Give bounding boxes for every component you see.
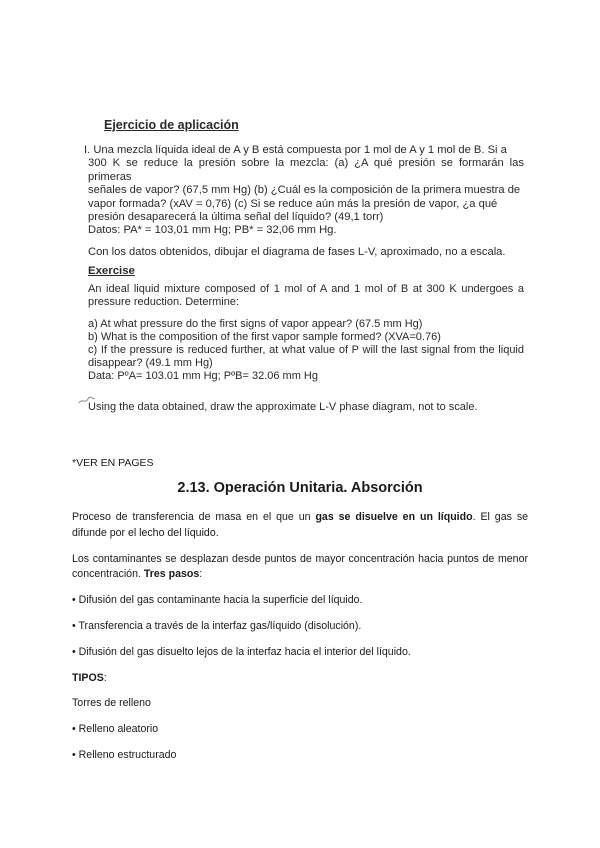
problem-text [84, 144, 524, 157]
pen-scribble-icon [78, 395, 96, 405]
problem-number: I. [84, 144, 91, 156]
list-item: • Transferencia a través de la interfaz gas/líquido (disolución). [72, 619, 362, 632]
exercise-scan [84, 118, 524, 414]
types-colon: : [103, 671, 107, 684]
instruction-en: Using the data obtained, draw the approximate L-V phase diagram, not to scale. [88, 400, 478, 413]
list-item: • Difusión del gas disuelto lejos de la interfaz hacia el interior del líquido. [72, 645, 411, 658]
instruction-es: Con los datos obtenidos, dibujar el diagrama de fases L-V, aproximado, no a escala. [88, 245, 506, 258]
question-c: c) If the pressure is reduced further, at what value of P will the last signal from the liquid disappear? (49.1 mm Hg) [88, 344, 524, 370]
definition-bold: gas se disuelve en un líquido [315, 511, 473, 523]
paragraph-definition [72, 510, 528, 542]
problem-line-3: señales de vapor? (67,5 mm Hg) (b) ¿Cuál es la composición de la primera muestra de [88, 184, 521, 197]
question-a: a) At what pressure do the first signs of vapor appear? (67.5 mm Hg) [88, 317, 423, 330]
problem-line-4: vapor formada? (xAV = 0,76) (c) Si se reduce aún más la presión de vapor, ¿a qué [88, 197, 498, 210]
steps-bold: Tres pasos [143, 568, 200, 581]
list-item: • Relleno estructurado [72, 748, 177, 761]
list-item: • Relleno aleatorio [72, 723, 159, 736]
problem-line-5: presión desaparecerá la última señal del líquido? (49,1 torr) [88, 211, 384, 224]
problem-data: Datos: PA* = 103,01 mm Hg; PB* = 32,06 mm Hg. [88, 224, 337, 237]
definition-text-end: . El gas se difunde por el lecho del líquido. [72, 511, 529, 539]
list-item: • Difusión del gas contaminante hacia la superficie del líquido. [72, 594, 363, 607]
definition-text: Proceso de transferencia de masa en el que un [72, 511, 316, 523]
pages-note: *VER EN PAGES [72, 457, 154, 469]
problem-line-1: Una mezcla líquida ideal de A y B está compuesta por 1 mol de A y 1 mol de B. Si a [93, 144, 507, 156]
packed-towers: Torres de relleno [72, 697, 151, 710]
data-en: Data: PºA= 103.01 mm Hg; PºB= 32.06 mm Hg [88, 370, 318, 383]
exercise-english [84, 283, 524, 414]
exercise-heading-es: Ejercicio de aplicación [104, 118, 239, 132]
question-b: b) What is the composition of the first vapor sample formed? (XVA=0.76) [88, 330, 441, 343]
steps-colon: : [199, 568, 203, 581]
problem-line-2: 300 K se reduce la presión sobre la mezcla: (a) ¿A qué presión se formarán las primeras [88, 157, 524, 183]
contaminants-text: Los contaminantes se desplazan desde puntos de mayor concentración hacia puntos de menor concentración. [72, 552, 528, 581]
types-bold: TIPOS [72, 671, 104, 684]
section-title: 2.13. Operación Unitaria. Absorción [177, 480, 423, 496]
section-body [72, 510, 528, 764]
intro-en: An ideal liquid mixture composed of 1 mol of A and 1 mol of B at 300 K undergoes a pressure reduction. Determine: [88, 283, 524, 309]
paragraph-contaminants [72, 552, 528, 584]
types-label [72, 671, 528, 687]
exercise-heading-en: Exercise [88, 265, 135, 278]
